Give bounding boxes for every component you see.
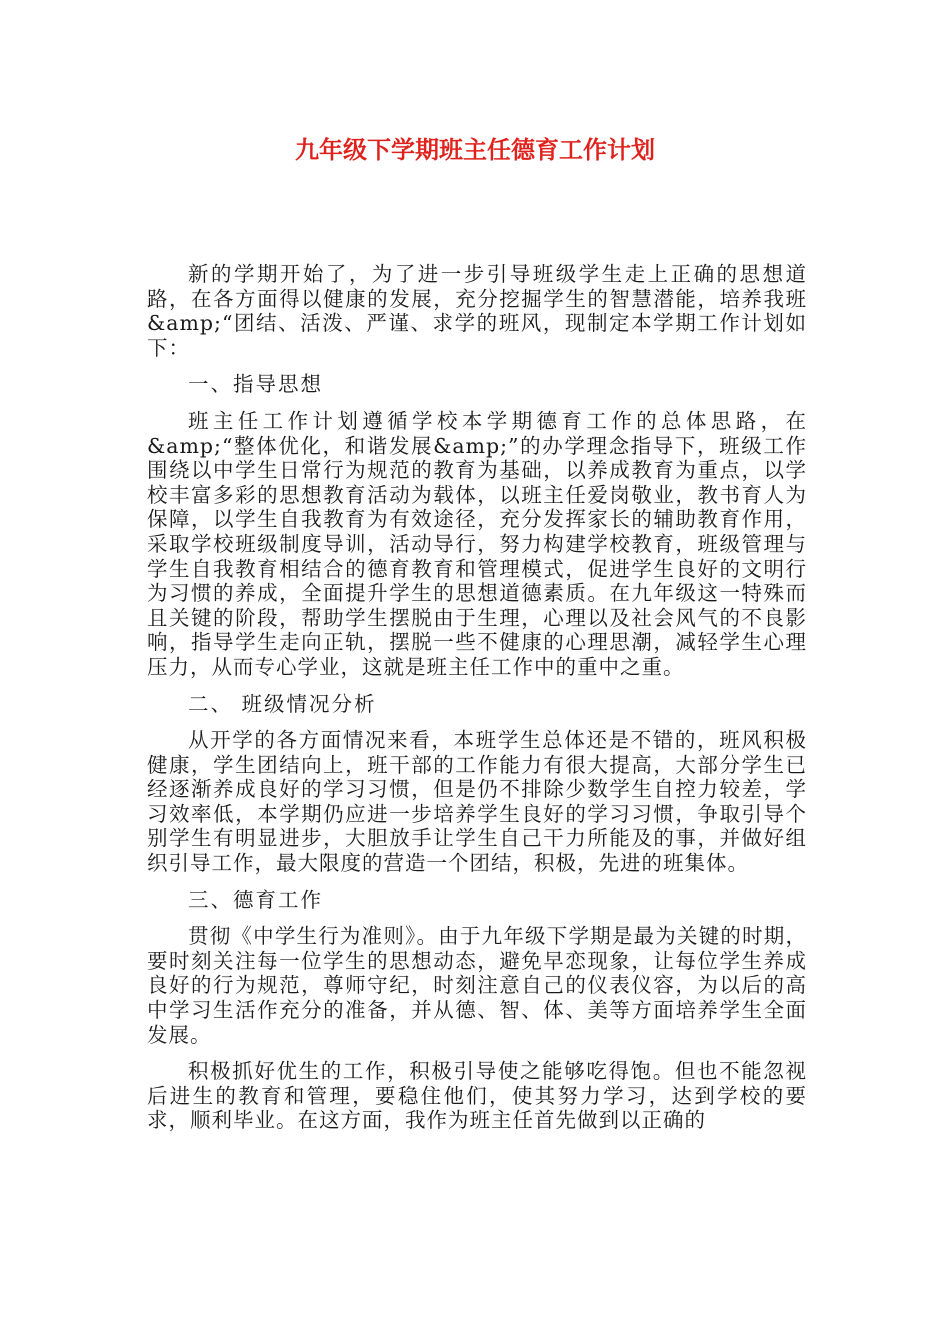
top-students-paragraph: 积极抓好优生的工作，积极引导使之能够吃得饱。但也不能忽视后进生的教育和管理，要稳住他们，使其努力学习，达到学校的要求，顺利毕业。在这方面，我作为班主任首先做到以正确的 bbox=[147, 1059, 807, 1133]
moral-education-paragraph: 贯彻《中学生行为准则》。由于九年级下学期是最为关键的时期，要时刻关注每一位学生的思想动态，避免早恋现象，让每位学生养成良好的行为规范，尊师守纪，时刻注意自己的仪表仪容，为以后的高中学习生活作充分的准备，并从德、智、体、美等方面培养学生全面发展。 bbox=[147, 924, 807, 1047]
class-analysis-paragraph: 从开学的各方面情况来看，本班学生总体还是不错的，班风积极健康，学生团结向上，班干部的工作能力有很大提高，大部分学生已经逐渐养成良好的学习习惯，但是仍不排除少数学生自控力较差，学习效率低，本学期仍应进一步培养学生良好的学习习惯，争取引导个别学生有明显进步，大胆放手让学生自己干力所能及的事，并做好组织引导工作，最大限度的营造一个团结，积极，先进的班集体。 bbox=[147, 728, 807, 876]
document-body bbox=[147, 262, 807, 1145]
intro-paragraph: 新的学期开始了，为了进一步引导班级学生走上正确的思想道路，在各方面得以健康的发展，充分挖掘学生的智慧潜能，培养我班&amp;“团结、活泼、严谨、求学的班风，现制定本学期工作计划如下： bbox=[147, 262, 807, 360]
document-title: 九年级下学期班主任德育工作计划 bbox=[295, 136, 655, 164]
guiding-thought-paragraph: 班主任工作计划遵循学校本学期德育工作的总体思路，在&amp;“整体优化，和谐发展&amp;”的办学理念指导下，班级工作围绕以中学生日常行为规范的教育为基础，以养成教育为重点，以学校丰富多彩的思想教育活动为载体，以班主任爱岗敬业，教书育人为保障，以学生自我教育为有效途径，充分发挥家长的辅助教育作用，采取学校班级制度导训，活动导行，努力构建学校教育，班级管理与学生自我教育相结合的德育教育和管理模式，促进学生良好的文明行为习惯的养成，全面提升学生的思想道德素质。在九年级这一特殊而且关键的阶段，帮助学生摆脱由于生理，心理以及社会风气的不良影响，指导学生走向正轨，摆脱一些不健康的心理思潮，减轻学生心理压力，从而专心学业，这就是班主任工作中的重中之重。 bbox=[147, 408, 807, 679]
section-heading-moral-education: 三、德育工作 bbox=[188, 887, 323, 912]
section-heading-guiding-thought: 一、指导思想 bbox=[188, 372, 323, 397]
section-heading-class-analysis: 二、 班级情况分析 bbox=[188, 691, 377, 716]
